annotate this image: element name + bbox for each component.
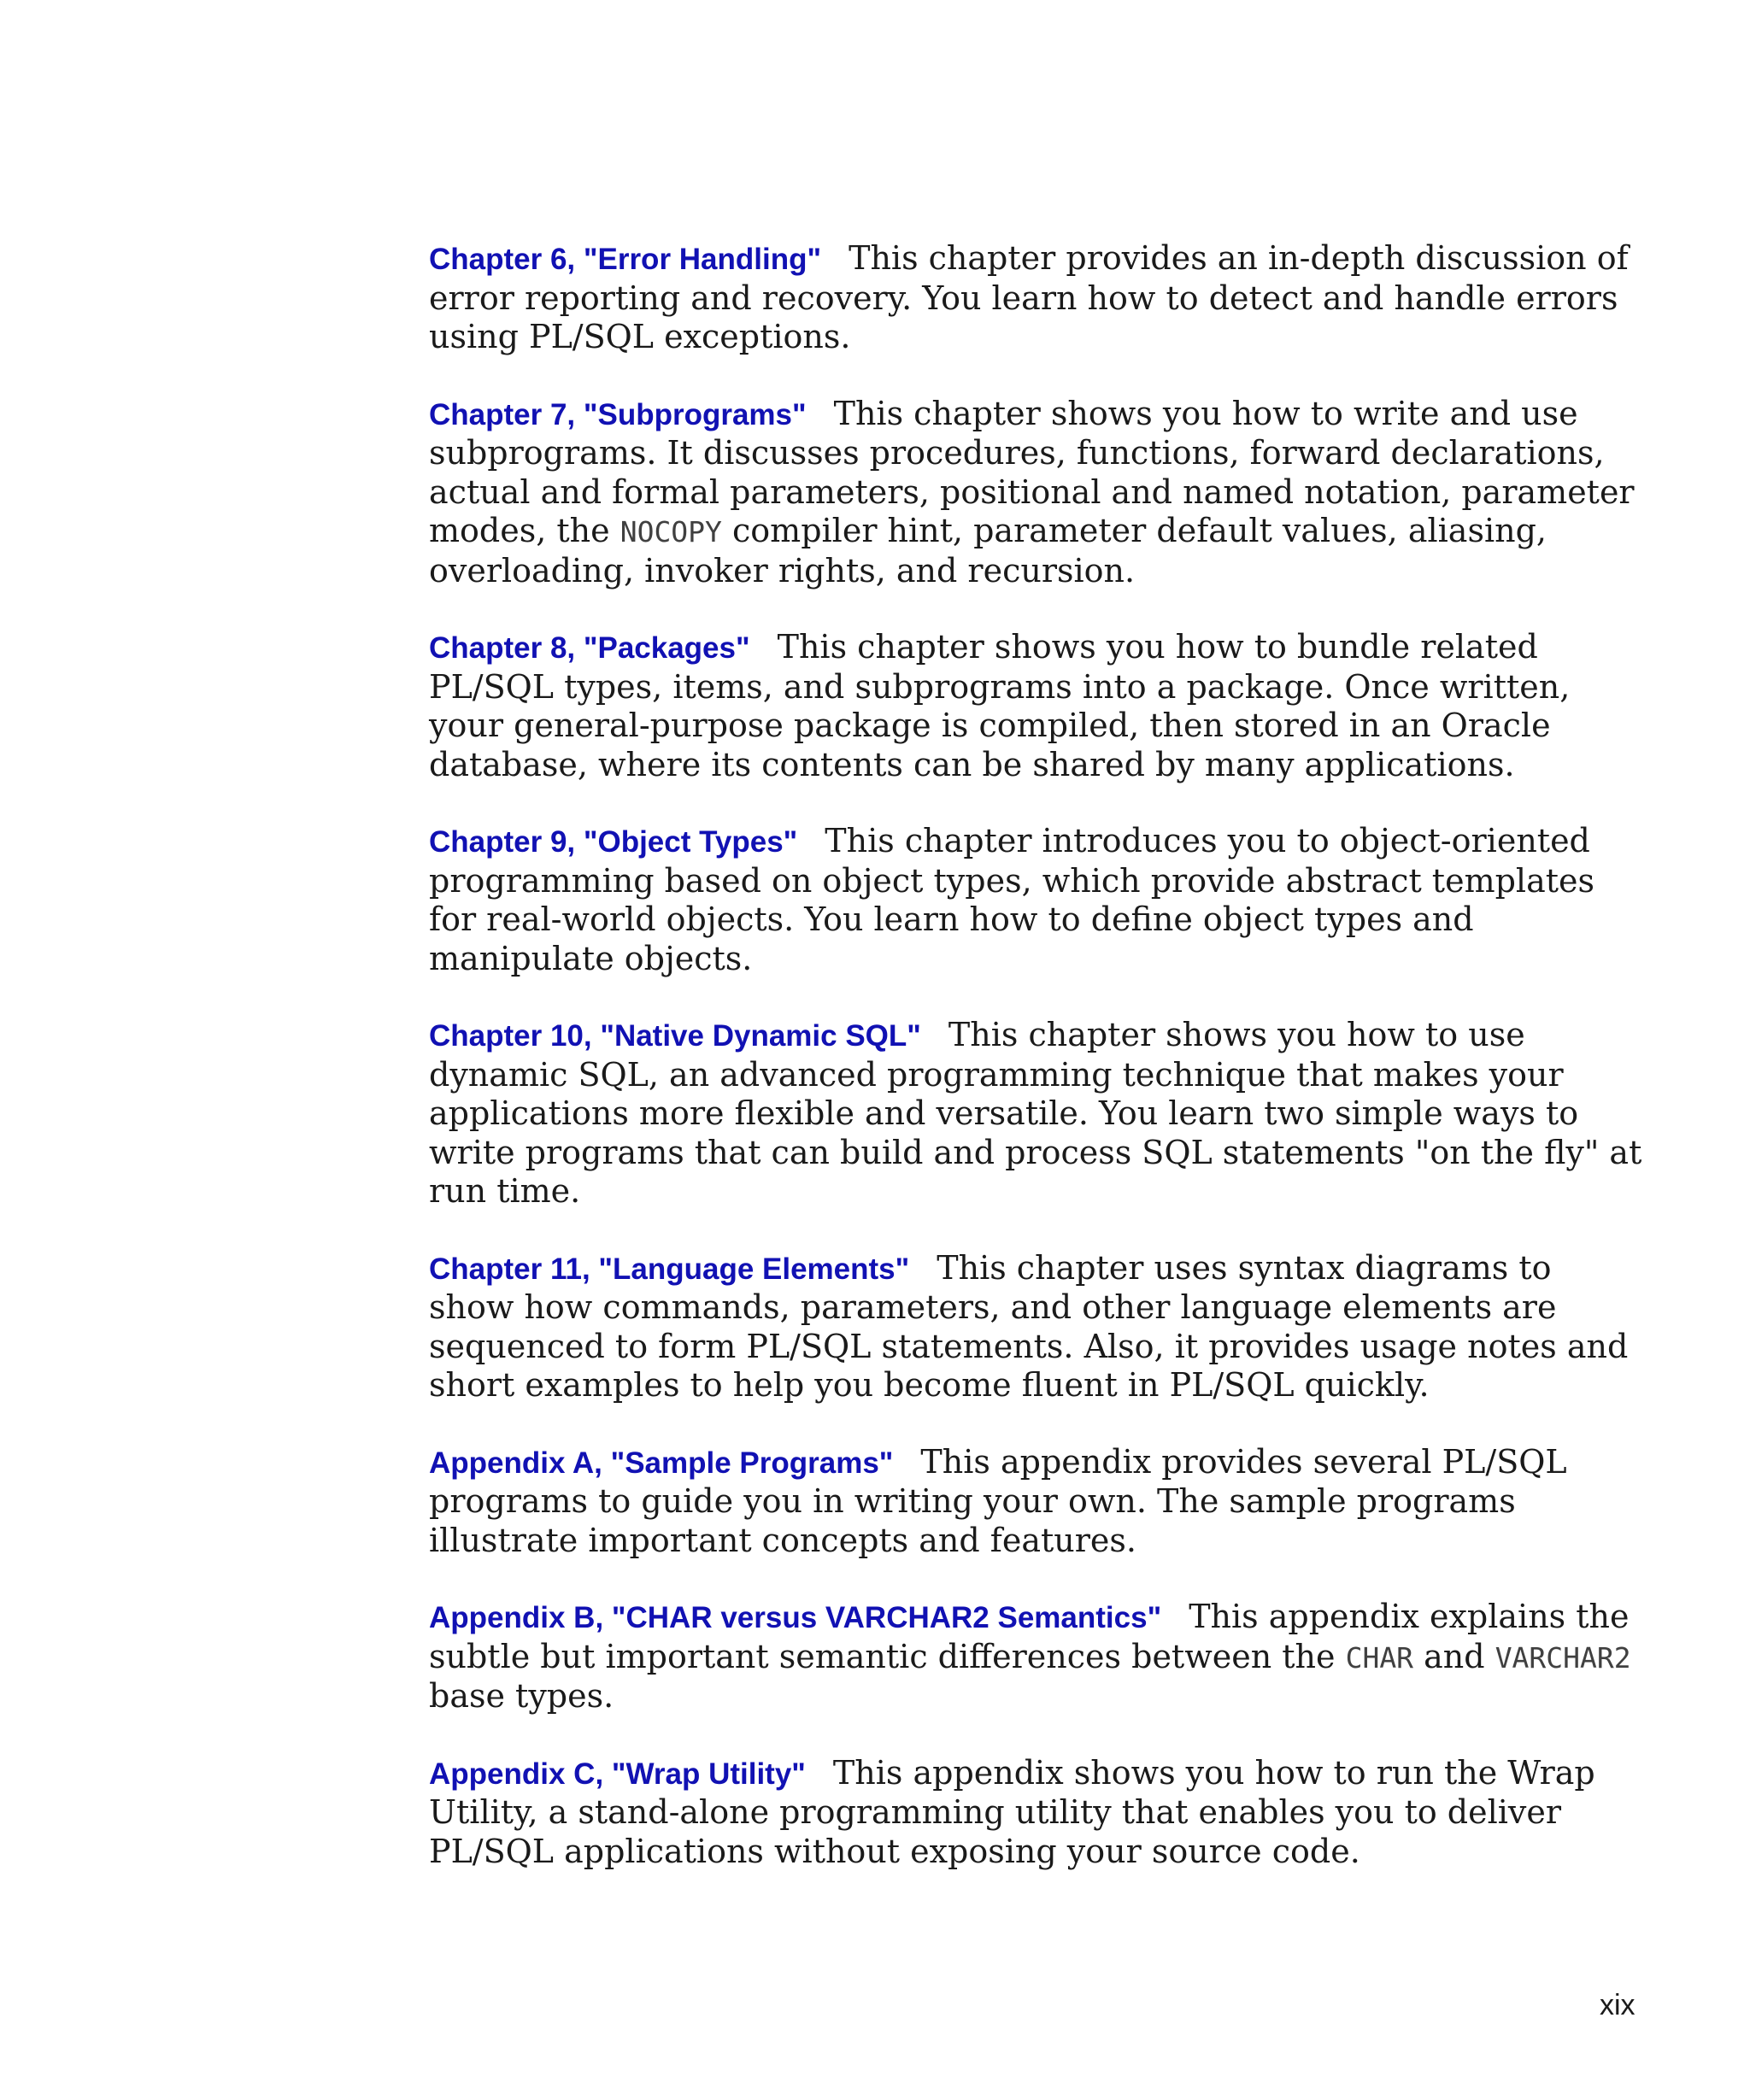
list-item-appendix-c [429,1754,1642,1872]
code-char: CHAR [1345,1640,1414,1675]
appendix-b-link[interactable]: Appendix B, "CHAR versus VARCHAR2 Semantics" [429,1601,1162,1634]
appendix-c-description: This appendix shows you how to run the Wrap Utility, a stand-alone programming utility that enables you to deliver PL/SQL applications without exposing your source code. [429,1753,1595,1870]
chapter-11-link[interactable]: Chapter 11, "Language Elements" [429,1252,910,1286]
list-item-chapter-8 [429,628,1642,784]
appendix-a-description: This appendix provides several PL/SQL programs to guide you in writing your own. The sample programs illustrate important concepts and features. [429,1442,1567,1559]
chapter-6-link[interactable]: Chapter 6, "Error Handling" [429,243,822,276]
chapter-10-description: This chapter shows you how to use dynamic SQL, an advanced programming technique that makes your applications more flexible and versatile. You learn two simple ways to write programs that can build and process SQL statements "on the fly" at run time. [429,1016,1642,1210]
list-item-chapter-11 [429,1249,1642,1405]
chapter-7-link[interactable]: Chapter 7, "Subprograms" [429,397,807,431]
appendix-b-description-middle: and [1413,1637,1495,1675]
list-item-chapter-9 [429,822,1642,978]
page-number: xix [1600,1989,1635,2021]
chapter-11-description: This chapter uses syntax diagrams to show how commands, parameters, and other language elements are sequenced to form PL/SQL statements. Also, it provides usage notes and short examples to help you become fluent in PL/SQL quickly. [429,1248,1629,1404]
chapter-10-link[interactable]: Chapter 10, "Native Dynamic SQL" [429,1019,921,1053]
chapter-9-description: This chapter introduces you to object-oriented programming based on object types, which provide abstract templates for real-world objects. You learn how to define object types and manipulate objects. [429,822,1594,977]
appendix-c-link[interactable]: Appendix C, "Wrap Utility" [429,1757,806,1791]
chapter-8-description: This chapter shows you how to bundle related PL/SQL types, items, and subprograms into a package. Once written, your general-purpose package is compiled, then stored in an Oracle database, where its contents can be shared by many applications. [429,628,1571,783]
list-item-appendix-a [429,1443,1642,1561]
chapter-8-link[interactable]: Chapter 8, "Packages" [429,631,750,665]
chapter-7-description-end: compiler hint, parameter default values, aliasing, overloading, invoker rights, and recursion. [429,512,1547,590]
list-item-chapter-7 [429,395,1642,591]
chapter-6-description: This chapter provides an in-depth discussion of error reporting and recovery. You learn how to detect and handle errors using PL/SQL exceptions. [429,239,1629,355]
code-nocopy: NOCOPY [620,515,722,548]
appendix-b-description-start: This appendix explains the subtle but important semantic differences between the [429,1598,1630,1675]
code-varchar2: VARCHAR2 [1495,1640,1631,1675]
list-item-appendix-b [429,1598,1642,1716]
chapter-7-description-start: This chapter shows you how to write and use subprograms. It discusses procedures, functions, forward declarations, actual and formal parameters, positional and named notation, parameter modes, the [429,394,1635,549]
chapter-9-link[interactable]: Chapter 9, "Object Types" [429,825,798,859]
list-item-chapter-10 [429,1016,1642,1211]
appendix-b-description-end: base types. [429,1677,614,1715]
appendix-a-link[interactable]: Appendix A, "Sample Programs" [429,1446,894,1480]
chapter-summary-list [429,239,1642,1909]
list-item-chapter-6 [429,239,1642,357]
